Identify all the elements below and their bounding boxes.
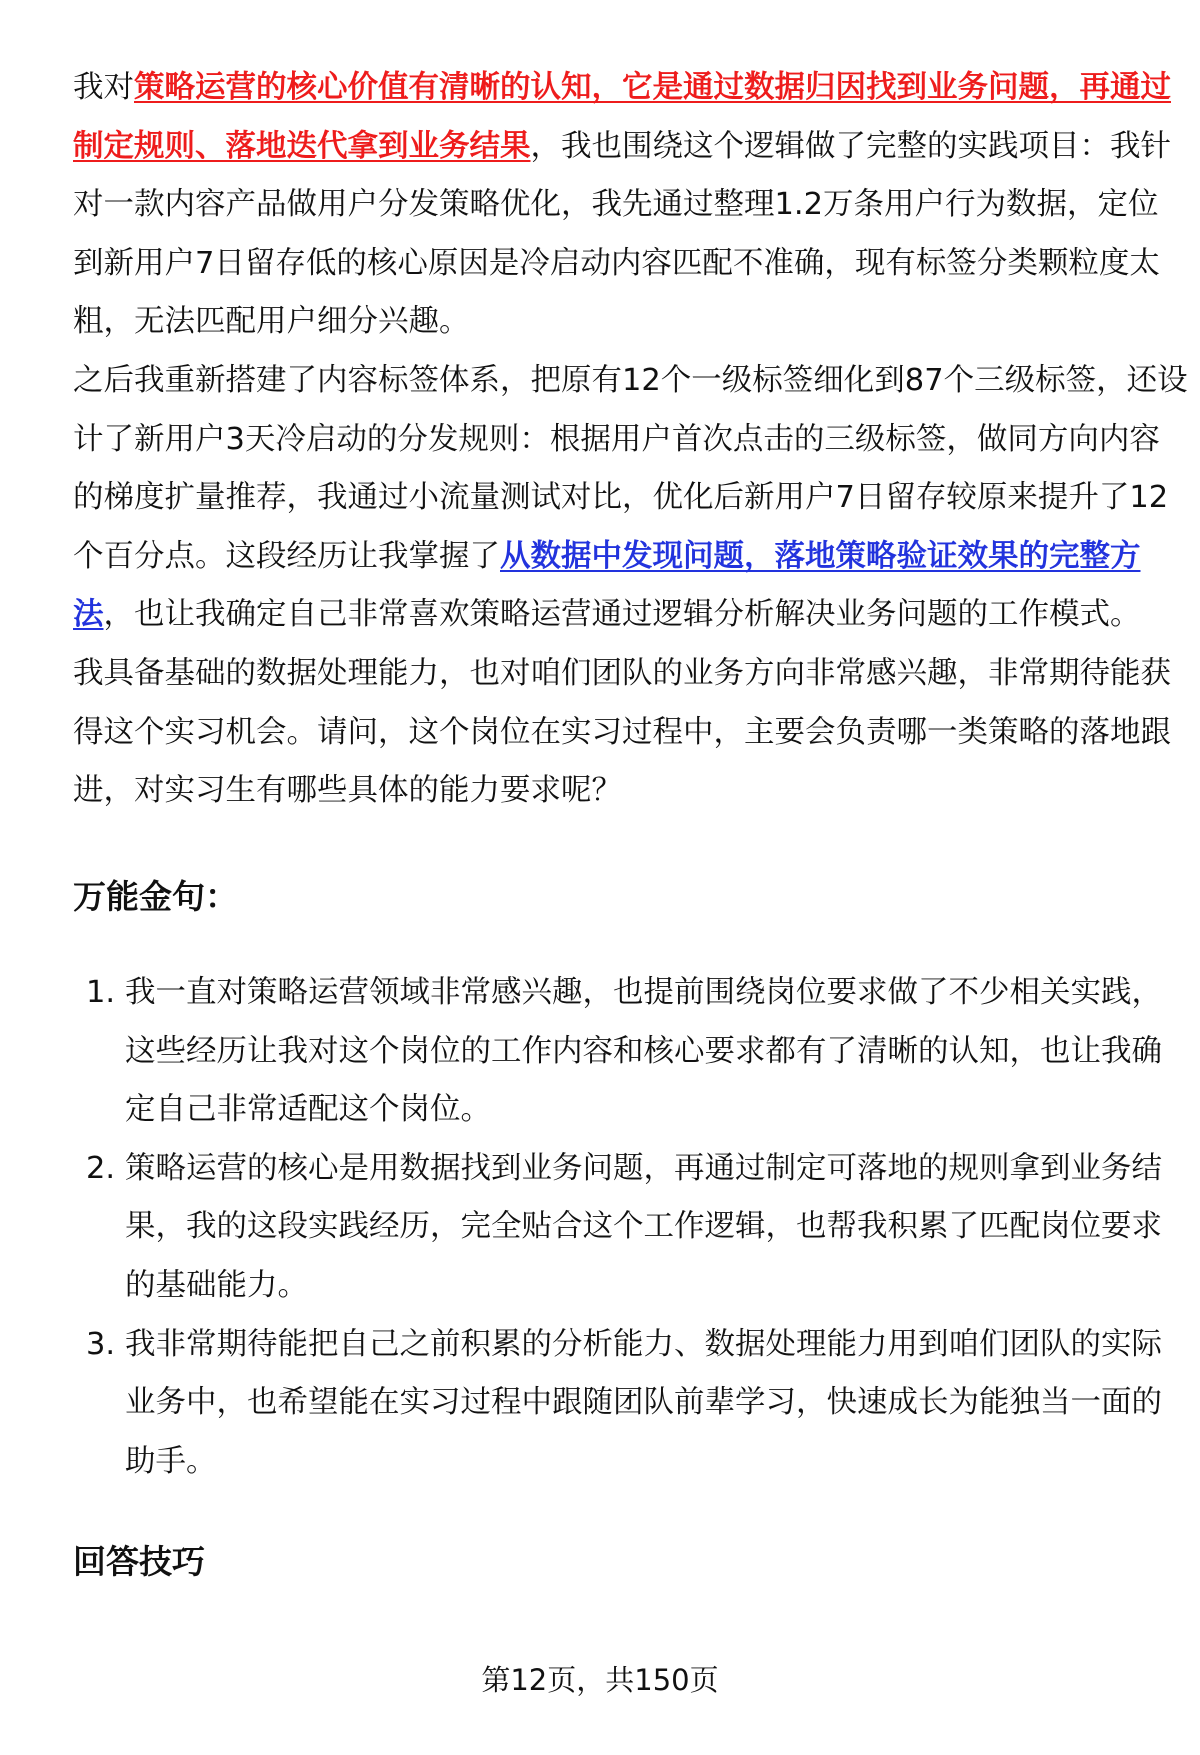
list-item-text-line: 我一直对策略运营领域非常感兴趣，也提前围绕岗位要求做了不少相关实践， xyxy=(125,975,1162,1010)
highlighted-text: 从数据中发现问题，落地策略验证效果的完整方 xyxy=(500,538,1141,574)
highlighted-text: 策略运营的核心价值有清晰的认知，它是通过数据归因找到业务问题，再通过 xyxy=(134,70,1171,105)
body-text-line xyxy=(73,127,1171,167)
list-item-number: 3. xyxy=(86,1326,116,1362)
text-segment: ，我也围绕这个逻辑做了完整的实践项目：我针 xyxy=(530,128,1171,164)
text-segment: 粗，无法匹配用户细分兴趣。 xyxy=(73,304,470,340)
body-text-line xyxy=(73,713,1171,753)
list-item-number: 2. xyxy=(86,1150,116,1186)
list-item-text-line: 业务中，也希望能在实习过程中跟随团队前辈学习，快速成长为能独当一面的 xyxy=(125,1385,1162,1421)
list-item-text-line: 的基础能力。 xyxy=(125,1268,308,1303)
text-segment: 的梯度扩量推荐，我通过小流量测试对比，优化后新用户7日留存较原来提升了12 xyxy=(73,480,1169,516)
text-segment: 之后我重新搭建了内容标签体系，把原有12个一级标签细化到87个三级标签，还设 xyxy=(73,363,1188,398)
list-item-text-line: 我非常期待能把自己之前积累的分析能力、数据处理能力用到咱们团队的实际 xyxy=(125,1326,1162,1362)
text-segment: ，也让我确定自己非常喜欢策略运营通过逻辑分析解决业务问题的工作模式。 xyxy=(103,597,1141,633)
list-item-text-line: 定自己非常适配这个岗位。 xyxy=(125,1092,491,1128)
section-heading-answer-tips: 回答技巧 xyxy=(73,1542,205,1581)
body-text-line xyxy=(73,68,1171,108)
list-item-text-line: 策略运营的核心是用数据找到业务问题，再通过制定可落地的规则拿到业务结 xyxy=(125,1150,1162,1186)
body-text-line xyxy=(73,771,622,811)
body-text-line xyxy=(73,537,1141,577)
page-number: 第12页，共150页 xyxy=(481,1663,719,1697)
list-item-text-line: 助手。 xyxy=(125,1443,217,1479)
body-text-line xyxy=(73,244,1160,284)
text-segment: 个百分点。这段经历让我掌握了 xyxy=(73,538,500,574)
body-text-line xyxy=(73,595,1141,635)
list-item-text-line: 果，我的这段实践经历，完全贴合这个工作逻辑，也帮我积累了匹配岗位要求 xyxy=(125,1209,1162,1245)
text-segment: 到新用户7日留存低的核心原因是冷启动内容匹配不准确，现有标签分类颗粒度太 xyxy=(73,245,1160,281)
section-heading-golden-sentences: 万能金句： xyxy=(73,877,238,916)
body-text-line xyxy=(73,302,470,342)
text-segment: 我具备基础的数据处理能力，也对咱们团队的业务方向非常感兴趣，非常期待能获 xyxy=(73,656,1171,691)
body-text-line xyxy=(73,420,1160,460)
text-segment: 对一款内容产品做用户分发策略优化，我先通过整理1.2万条用户行为数据，定位 xyxy=(73,187,1159,223)
list-item-number: 1. xyxy=(86,975,116,1010)
body-text-line xyxy=(73,478,1168,518)
list-item-text-line: 这些经历让我对这个岗位的工作内容和核心要求都有了清晰的认知，也让我确 xyxy=(125,1033,1162,1069)
highlighted-text: 制定规则、落地迭代拿到业务结果 xyxy=(73,128,531,164)
text-segment: 我对 xyxy=(73,70,134,105)
body-text-line xyxy=(73,654,1171,694)
text-segment: 得这个实习机会。请问，这个岗位在实习过程中，主要会负责哪一类策略的落地跟 xyxy=(73,714,1171,750)
body-text-line xyxy=(73,361,1188,401)
text-segment: 计了新用户3天冷启动的分发规则：根据用户首次点击的三级标签，做同方向内容 xyxy=(73,421,1160,457)
text-segment: 进，对实习生有哪些具体的能力要求呢？ xyxy=(73,773,622,809)
body-text-line xyxy=(73,185,1159,225)
highlighted-text: 法 xyxy=(73,597,104,633)
